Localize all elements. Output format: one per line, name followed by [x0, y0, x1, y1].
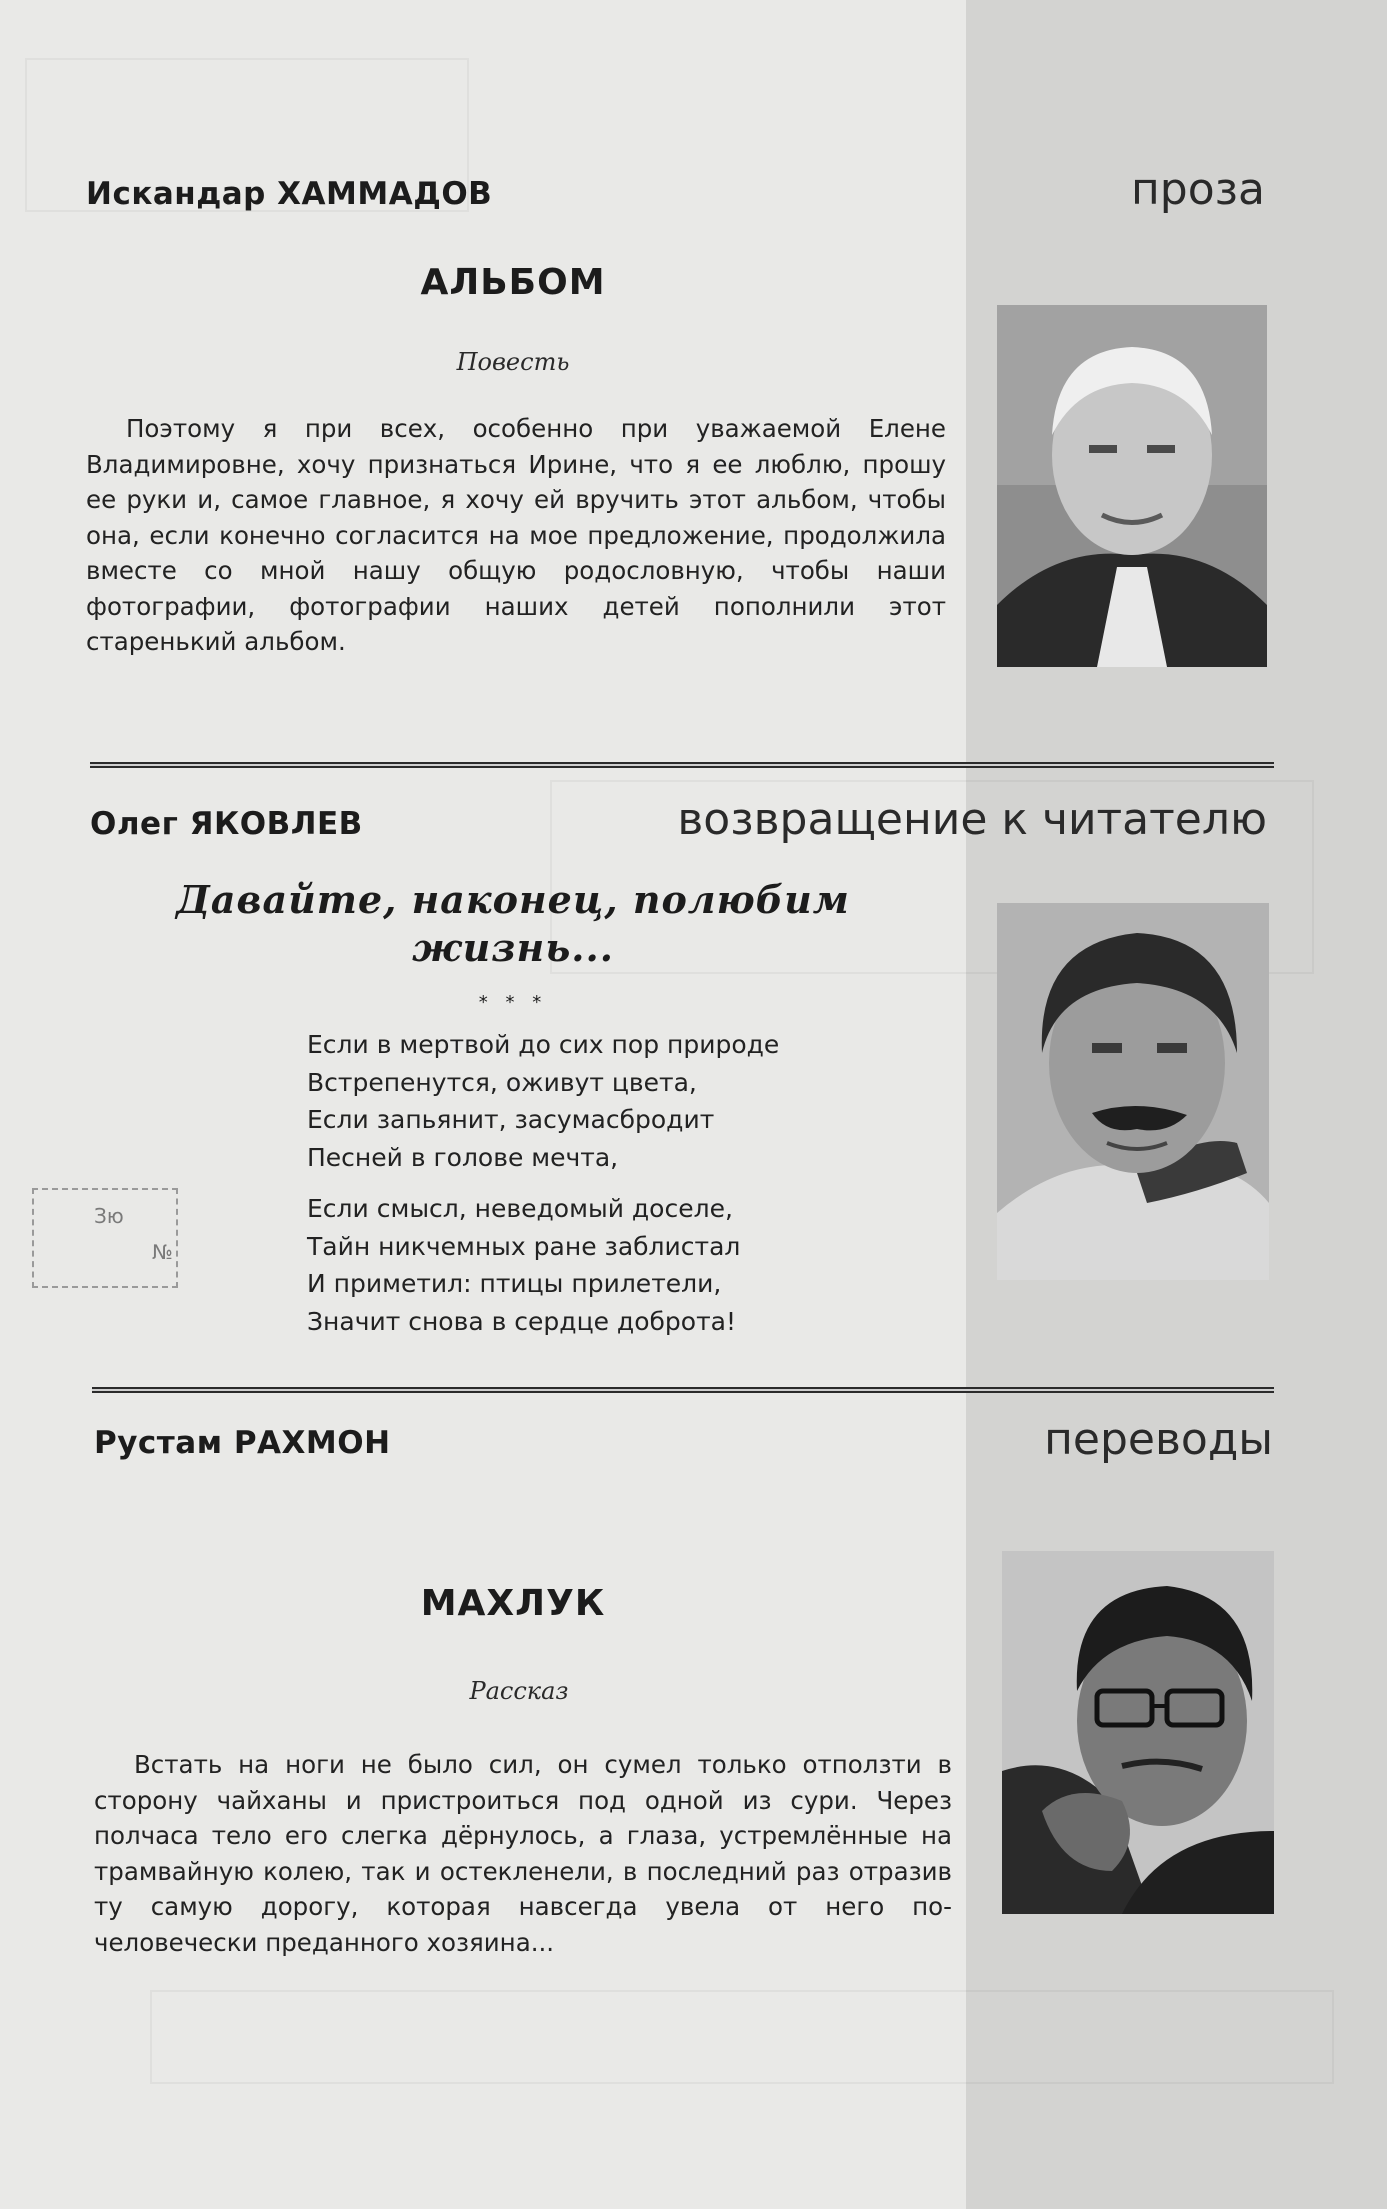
- poem-line: Если запьянит, засумасбродит: [307, 1105, 715, 1134]
- portrait-image: [997, 305, 1267, 667]
- work-genre: Рассказ: [469, 1677, 569, 1705]
- poem-line: И приметил: птицы прилетели,: [307, 1269, 722, 1298]
- portrait-image: [1002, 1551, 1274, 1914]
- stamp-text: №: [152, 1240, 173, 1264]
- work-title: МАХЛУК: [420, 1583, 606, 1624]
- section-rubric: проза: [1131, 164, 1265, 215]
- author-name: Олег ЯКОВЛЕВ: [90, 806, 363, 842]
- stamp-text: Зю: [94, 1204, 124, 1228]
- work-title-line: жизнь...: [412, 925, 614, 970]
- bleed-through-shadow: [150, 1990, 1334, 2084]
- excerpt-text: Поэтому я при всех, особенно при уважаемой Елене Владимировне, хочу признаться Ирине, что я ее люблю, прошу ее руки и, самое главное, я хочу ей вручить этот альбом, чтобы она, если конечно согласится на мое предложение, продолжила вместе со мной нашу общую родословную, чтобы наши фотографии, фотографии наших детей пополнили этот старенький альбом.: [86, 414, 946, 656]
- section-divider: [92, 1387, 1274, 1393]
- poem-line: Тайн никчемных ране заблистал: [307, 1231, 741, 1261]
- poem-stanza: [307, 1190, 740, 1340]
- work-title: АЛЬБОМ: [420, 262, 606, 303]
- portrait-image: [997, 903, 1269, 1280]
- section-rubric: переводы: [1044, 1414, 1273, 1465]
- work-title: [86, 876, 940, 972]
- author-photo: [1002, 1551, 1274, 1914]
- poem-line: Значит снова в сердце доброта!: [307, 1306, 736, 1336]
- author-name: Искандар ХАММАДОВ: [86, 176, 493, 212]
- library-stamp: [32, 1188, 178, 1288]
- stanza-separator: * * *: [478, 992, 548, 1013]
- section-rubric: возвращение к читателю: [677, 794, 1267, 845]
- section-divider: [90, 762, 1274, 768]
- poem-line: Если в мертвой до сих пор природе: [307, 1030, 780, 1059]
- author-photo: [997, 903, 1269, 1280]
- poem-line: Встрепенутся, оживут цвета,: [307, 1067, 697, 1097]
- poem-stanza: [307, 1026, 779, 1176]
- author-photo: [997, 305, 1267, 667]
- work-title-line: Давайте, наконец, полюбим: [176, 877, 850, 922]
- work-genre: Повесть: [456, 348, 570, 376]
- poem-line: Если смысл, неведомый доселе,: [307, 1194, 733, 1223]
- poem-line: Песней в голове мечта,: [307, 1142, 619, 1172]
- author-name: Рустам РАХМОН: [94, 1425, 391, 1461]
- excerpt-text: Встать на ноги не было сил, он сумел только отползти в сторону чайханы и пристроиться под одной из сури. Через полчаса тело его слегка дёрнулось, а глаза, устремлённые на трамвайную колею, так и остекленели, в последний раз отразив ту самую дорогу, которая навсегда увела от него по-человечески преданного хозяина...: [94, 1750, 952, 1957]
